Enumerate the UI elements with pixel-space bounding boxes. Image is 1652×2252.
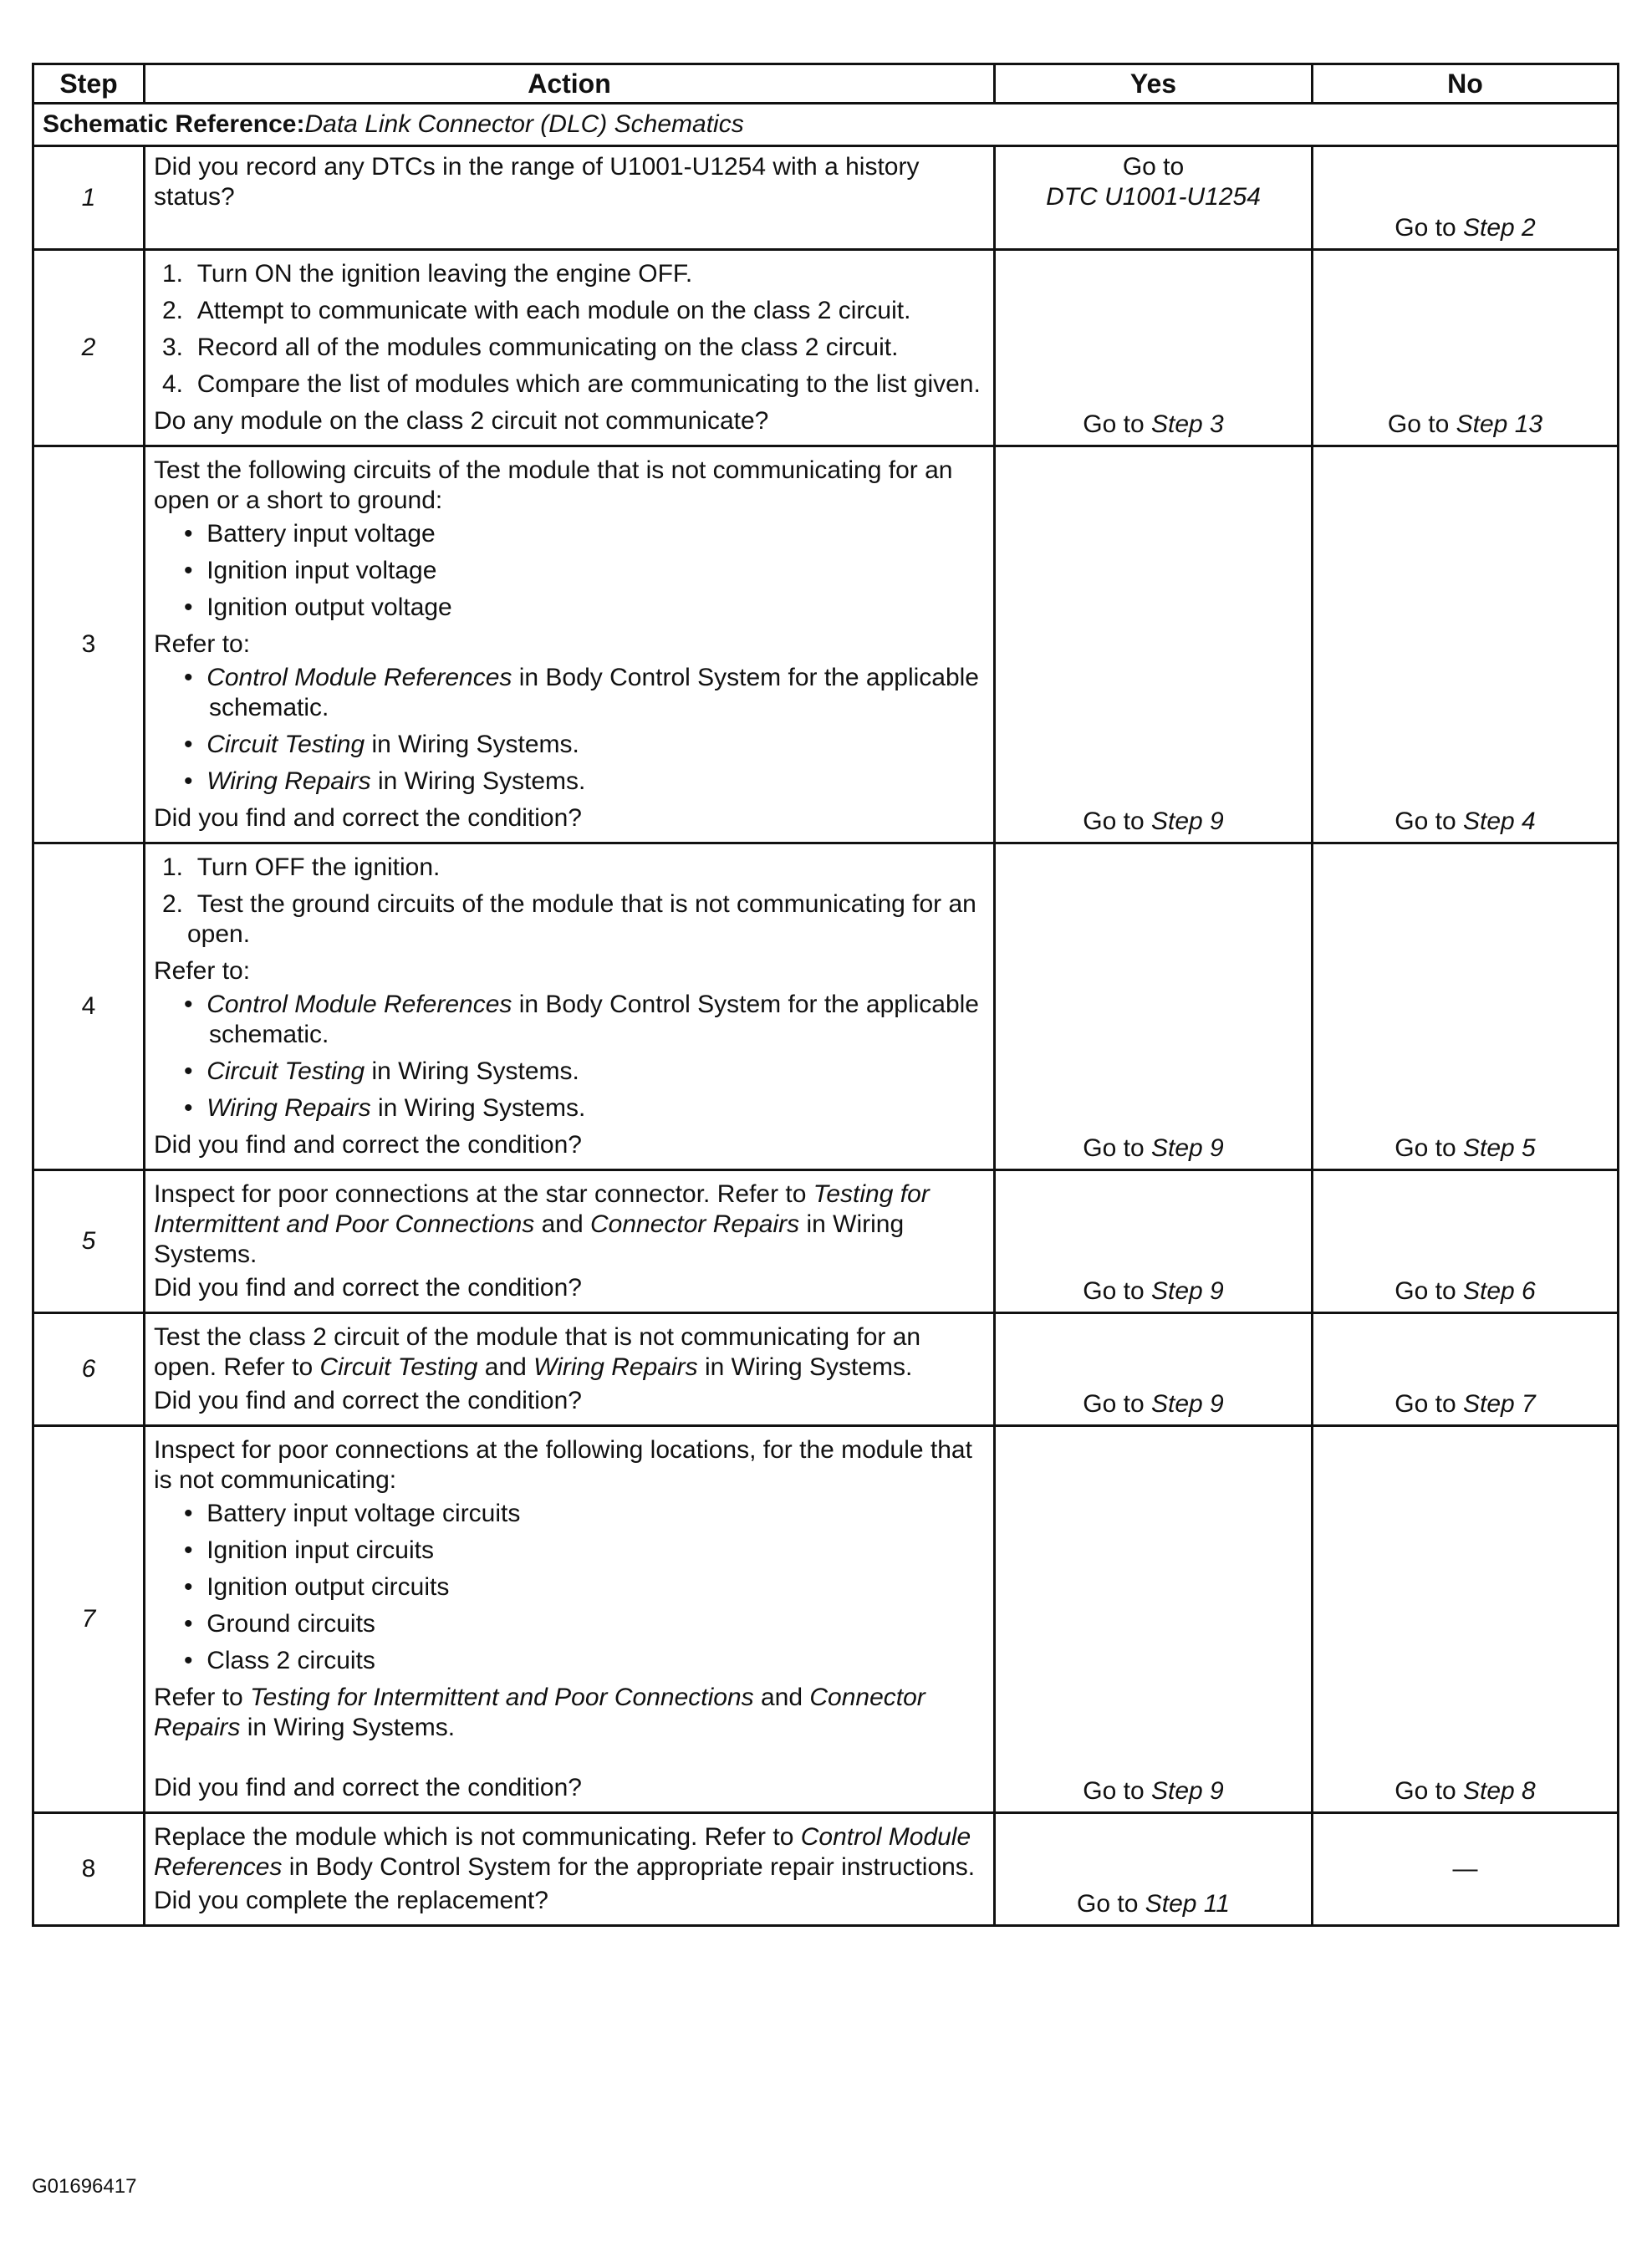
- bullet-item: [154, 1057, 985, 1087]
- reference-title: Wiring Repairs: [206, 1094, 371, 1122]
- action-cell: [145, 1170, 995, 1313]
- bullet-icon: •: [184, 991, 193, 1018]
- yes-cell: [995, 1426, 1313, 1813]
- bullet-icon: •: [184, 1094, 193, 1122]
- bullet-item: [154, 593, 985, 623]
- instruction-text: [154, 1322, 985, 1383]
- no-cell: [1313, 250, 1619, 446]
- yes-cell: [995, 1313, 1313, 1426]
- list-item: [154, 889, 985, 950]
- yes-goto: Go to: [1122, 153, 1185, 181]
- text-run: and: [753, 1684, 810, 1711]
- reference-title: Control Module References: [154, 1823, 971, 1881]
- no-cell: [1313, 446, 1619, 843]
- yes-cell: [995, 446, 1313, 843]
- yes-goto: Go to: [1083, 808, 1151, 835]
- no-goto: Go to: [1395, 1134, 1463, 1162]
- bullet-item: [154, 767, 985, 797]
- bullet-item: [154, 990, 985, 1050]
- header-step: Step: [33, 64, 145, 104]
- bullet-text: Ignition output voltage: [206, 594, 452, 621]
- spacer: [154, 1746, 985, 1770]
- question-text: Did you complete the replacement?: [154, 1887, 548, 1914]
- no-cell: [1313, 1426, 1619, 1813]
- bullet-text: Ignition output circuits: [206, 1573, 450, 1601]
- text-run: Inspect for poor connections at the star connector. Refer to: [154, 1180, 813, 1208]
- bullet-item: [154, 1646, 985, 1676]
- bullet-item: [154, 1536, 985, 1566]
- no-goto: Go to: [1395, 214, 1463, 242]
- diagnostic-table: [32, 63, 1619, 1927]
- header-action: Action: [145, 64, 995, 104]
- yes-cell: [995, 843, 1313, 1170]
- no-goto: Go to: [1395, 1390, 1463, 1418]
- text-run: Refer to: [154, 1684, 251, 1711]
- step-number: 6: [33, 1313, 145, 1426]
- step-number: 2: [33, 250, 145, 446]
- no-dash: —: [1452, 1855, 1478, 1883]
- no-goto: Go to: [1387, 410, 1456, 438]
- bullet-icon: •: [184, 1610, 193, 1638]
- yes-goto: Go to: [1083, 1134, 1151, 1162]
- schematic-reference-value: Data Link Connector (DLC) Schematics: [304, 110, 744, 138]
- reference-title: Connector Repairs: [590, 1210, 800, 1238]
- bullet-icon: •: [184, 1500, 193, 1527]
- list-item: [154, 333, 985, 363]
- refer-label: Refer to:: [154, 957, 251, 985]
- question-text: Did you find and correct the condition?: [154, 1274, 582, 1302]
- list-number: 1.: [162, 260, 184, 288]
- action-cell: [145, 1813, 995, 1926]
- bullet-item: [154, 556, 985, 586]
- list-text: Test the ground circuits of the module that is not communicating for an open.: [187, 890, 976, 948]
- instruction-text: [154, 1822, 985, 1883]
- list-number: 4.: [162, 370, 184, 398]
- bullet-text: Ignition input circuits: [206, 1536, 434, 1564]
- yes-target: Step 9: [1150, 1134, 1224, 1162]
- yes-target: Step 9: [1150, 1390, 1224, 1418]
- schematic-reference: [33, 104, 1619, 146]
- reference-text: in Body Control System for the applicable schematic.: [209, 664, 979, 721]
- bullet-text: Ignition input voltage: [206, 557, 437, 584]
- yes-cell: [995, 1170, 1313, 1313]
- no-goto: Go to: [1395, 1777, 1463, 1805]
- question-text: Do any module on the class 2 circuit not communicate?: [154, 407, 769, 435]
- no-goto: Go to: [1395, 808, 1463, 835]
- reference-title: Circuit Testing: [206, 731, 365, 758]
- bullet-item: [154, 519, 985, 549]
- question-text: Did you find and correct the condition?: [154, 1774, 582, 1801]
- reference-title: Circuit Testing: [319, 1353, 478, 1381]
- question-text: Did you find and correct the condition?: [154, 1131, 582, 1159]
- list-item: [154, 259, 985, 289]
- no-cell: [1313, 1313, 1619, 1426]
- reference-text: in Body Control System for the applicable schematic.: [209, 991, 979, 1048]
- bullet-text: Battery input voltage: [206, 520, 436, 548]
- schematic-reference-label: Schematic Reference:: [43, 110, 305, 138]
- bullet-item: [154, 1572, 985, 1602]
- no-cell: [1313, 1813, 1619, 1926]
- bullet-text: Ground circuits: [206, 1610, 375, 1638]
- list-number: 1.: [162, 853, 184, 881]
- list-text: Compare the list of modules which are communicating to the list given.: [196, 370, 981, 398]
- reference-text: in Wiring Systems.: [370, 767, 586, 795]
- reference-title: Testing for Intermittent and Poor Connections: [250, 1684, 754, 1711]
- no-goto: Go to: [1395, 1277, 1463, 1305]
- action-cell: [145, 1426, 995, 1813]
- yes-target: DTC U1001-U1254: [1046, 183, 1261, 211]
- table-row: [33, 843, 1619, 1170]
- bullet-icon: •: [184, 520, 193, 548]
- yes-target: Step 9: [1150, 1277, 1224, 1305]
- text-run: Test the class 2 circuit of the module that is not communicating for an open. Refer to: [154, 1323, 921, 1381]
- bullet-icon: •: [184, 767, 193, 795]
- instruction-text: [154, 1683, 985, 1743]
- header-yes: Yes: [995, 64, 1313, 104]
- bullet-item: [154, 730, 985, 760]
- action-cell: [145, 843, 995, 1170]
- yes-target: Step 11: [1145, 1890, 1230, 1918]
- no-target: Step 5: [1462, 1134, 1536, 1162]
- instruction-text: [154, 1179, 985, 1270]
- no-cell: [1313, 1170, 1619, 1313]
- bullet-icon: •: [184, 1057, 193, 1085]
- yes-cell: [995, 146, 1313, 250]
- reference-title: Testing for Intermittent and Poor Connections: [154, 1180, 930, 1238]
- table-row: [33, 1170, 1619, 1313]
- yes-goto: Go to: [1077, 1890, 1145, 1918]
- text-run: in Wiring Systems.: [154, 1210, 905, 1268]
- list-number: 2.: [162, 297, 184, 324]
- no-target: Step 2: [1462, 214, 1536, 242]
- no-cell: [1313, 146, 1619, 250]
- intro-text: Test the following circuits of the module that is not communicating for an open or a short to ground:: [154, 456, 953, 514]
- bullet-text: Class 2 circuits: [206, 1647, 375, 1674]
- text-run: in Wiring Systems.: [697, 1353, 913, 1381]
- yes-goto: Go to: [1083, 410, 1151, 438]
- yes-cell: [995, 1813, 1313, 1926]
- yes-cell: [995, 250, 1313, 446]
- reference-text: in Wiring Systems.: [365, 731, 579, 758]
- no-cell: [1313, 843, 1619, 1170]
- text-run: and: [477, 1353, 534, 1381]
- yes-target: Step 9: [1150, 808, 1224, 835]
- text-run: in Body Control System for the appropriate repair instructions.: [282, 1853, 976, 1881]
- table-row: [33, 1813, 1619, 1926]
- list-text: Attempt to communicate with each module on the class 2 circuit.: [196, 297, 911, 324]
- reference-title: Circuit Testing: [206, 1057, 365, 1085]
- reference-title: Control Module References: [206, 991, 512, 1018]
- reference-title: Control Module References: [206, 664, 512, 691]
- table-row: [33, 146, 1619, 250]
- reference-title: Wiring Repairs: [206, 767, 371, 795]
- table-row: [33, 446, 1619, 843]
- question-text: Did you find and correct the condition?: [154, 1387, 582, 1414]
- bullet-icon: •: [184, 664, 193, 691]
- bullet-icon: •: [184, 731, 193, 758]
- no-target: Step 7: [1462, 1390, 1536, 1418]
- list-text: Record all of the modules communicating on the class 2 circuit.: [196, 334, 899, 361]
- header-no: No: [1313, 64, 1619, 104]
- yes-target: Step 3: [1150, 410, 1224, 438]
- text-run: and: [534, 1210, 590, 1238]
- step-number: 8: [33, 1813, 145, 1926]
- step-number: 7: [33, 1426, 145, 1813]
- bullet-item: [154, 663, 985, 723]
- step-number: 5: [33, 1170, 145, 1313]
- reference-title: Connector Repairs: [154, 1684, 925, 1741]
- bullet-item: [154, 1609, 985, 1639]
- header-row: [33, 64, 1619, 104]
- list-item: [154, 853, 985, 883]
- no-target: Step 6: [1462, 1277, 1536, 1305]
- no-target: Step 8: [1462, 1777, 1536, 1805]
- action-cell: [145, 1313, 995, 1426]
- action-cell: [145, 250, 995, 446]
- action-cell: [145, 146, 995, 250]
- intro-text: Inspect for poor connections at the following locations, for the module that is not communicating:: [154, 1436, 972, 1494]
- question-text: Did you find and correct the condition?: [154, 804, 582, 832]
- list-text: Turn ON the ignition leaving the engine OFF.: [196, 260, 693, 288]
- step-number: 3: [33, 446, 145, 843]
- bullet-icon: •: [184, 557, 193, 584]
- table-row: [33, 1426, 1619, 1813]
- refer-label: Refer to:: [154, 630, 251, 658]
- reference-text: in Wiring Systems.: [365, 1057, 579, 1085]
- list-item: [154, 369, 985, 400]
- bullet-icon: •: [184, 1573, 193, 1601]
- step-number: 4: [33, 843, 145, 1170]
- reference-title: Wiring Repairs: [533, 1353, 698, 1381]
- yes-goto: Go to: [1083, 1277, 1151, 1305]
- bullet-icon: •: [184, 1536, 193, 1564]
- bullet-icon: •: [184, 1647, 193, 1674]
- no-target: Step 13: [1456, 410, 1543, 438]
- yes-goto: Go to: [1083, 1777, 1151, 1805]
- step-number: 1: [33, 146, 145, 250]
- bullet-icon: •: [184, 594, 193, 621]
- action-text: Did you record any DTCs in the range of U1001-U1254 with a history status?: [154, 153, 920, 211]
- list-number: 3.: [162, 334, 184, 361]
- text-run: in Wiring Systems.: [240, 1714, 456, 1741]
- no-target: Step 4: [1462, 808, 1536, 835]
- text-run: Replace the module which is not communicating. Refer to: [154, 1823, 801, 1851]
- table-row: [33, 250, 1619, 446]
- bullet-item: [154, 1499, 985, 1529]
- yes-goto: Go to: [1083, 1390, 1151, 1418]
- list-text: Turn OFF the ignition.: [196, 853, 441, 881]
- action-cell: [145, 446, 995, 843]
- list-item: [154, 296, 985, 326]
- table-row: [33, 1313, 1619, 1426]
- schematic-reference-row: [33, 104, 1619, 146]
- figure-id: G01696417: [32, 2175, 137, 2198]
- bullet-item: [154, 1093, 985, 1123]
- bullet-text: Battery input voltage circuits: [206, 1500, 521, 1527]
- yes-target: Step 9: [1150, 1777, 1224, 1805]
- reference-text: in Wiring Systems.: [370, 1094, 586, 1122]
- list-number: 2.: [162, 890, 184, 918]
